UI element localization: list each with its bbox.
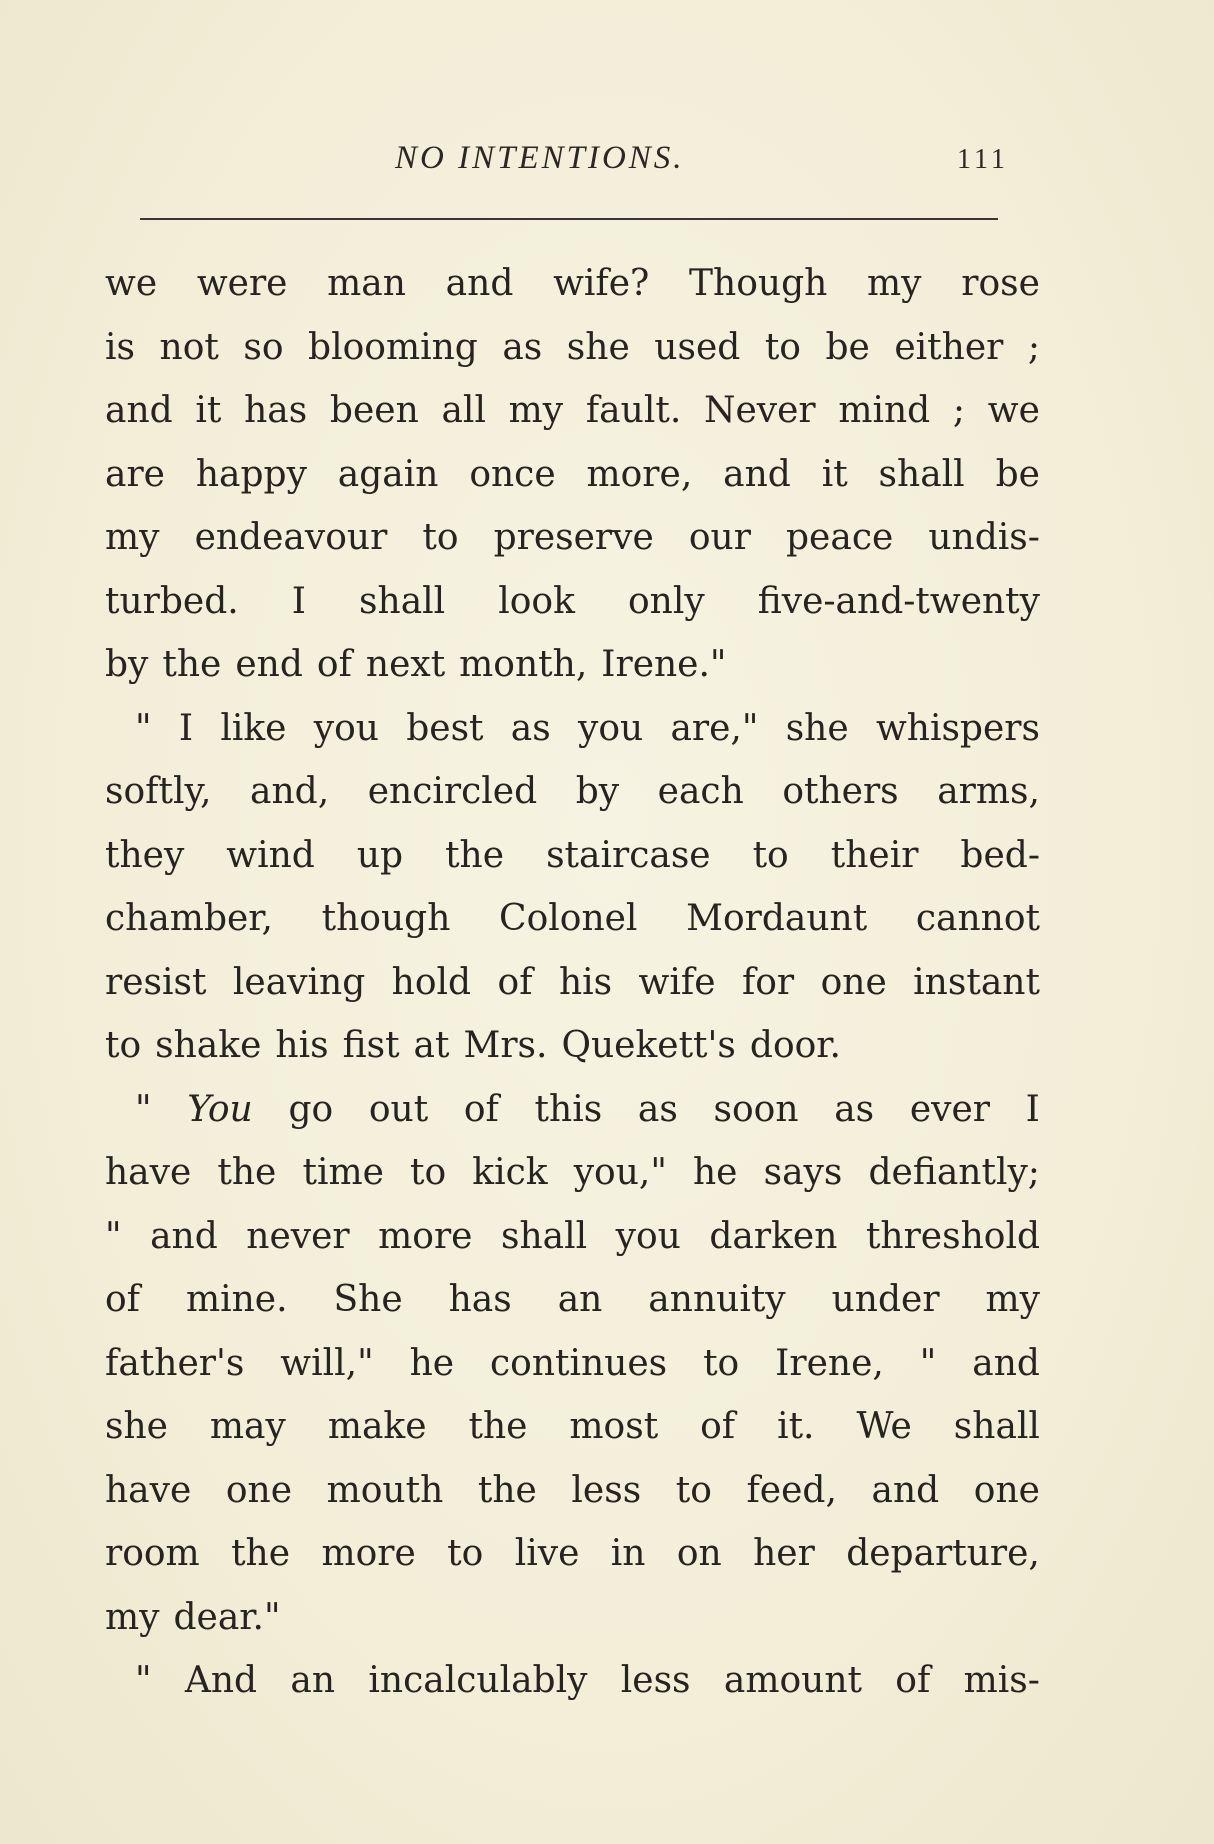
word: only <box>627 580 705 622</box>
word: soon <box>713 1088 799 1130</box>
word: Colonel <box>499 898 638 939</box>
word: kick <box>472 1152 548 1193</box>
word: We <box>856 1406 912 1447</box>
word: used <box>654 326 741 368</box>
word: by <box>105 644 149 685</box>
word: of <box>316 644 352 685</box>
word: leaving <box>232 961 366 1003</box>
word: never <box>246 1215 350 1257</box>
word: ; <box>952 390 966 431</box>
word: mouth <box>326 1469 444 1511</box>
word: he <box>693 1152 738 1193</box>
word: to <box>752 834 789 876</box>
text-line <box>105 760 1040 824</box>
text-line <box>105 697 1040 761</box>
word: incalculably <box>368 1660 588 1701</box>
word: she <box>105 1406 168 1447</box>
word: to <box>105 1025 142 1066</box>
word: room <box>105 1533 200 1574</box>
word: I <box>178 707 194 749</box>
word: of <box>497 961 533 1003</box>
word: She <box>333 1279 403 1320</box>
running-head <box>0 140 1214 190</box>
text-line <box>105 1332 1040 1396</box>
word: my <box>105 1596 160 1638</box>
word: threshold <box>865 1215 1040 1257</box>
word: ; <box>1027 326 1040 368</box>
text-line <box>105 1459 1040 1523</box>
word: man <box>327 263 406 304</box>
text-line <box>105 1078 1040 1142</box>
word: happy <box>195 453 307 495</box>
word: will," <box>280 1342 374 1384</box>
word: in <box>610 1533 646 1574</box>
word: I <box>291 580 306 622</box>
word: time <box>302 1152 384 1193</box>
word: Though <box>689 263 828 304</box>
word: most <box>569 1406 659 1447</box>
word: more, <box>586 453 693 495</box>
word: they <box>105 834 185 876</box>
word: amount <box>723 1660 862 1701</box>
word: Mrs. <box>463 1025 548 1066</box>
word: this <box>534 1088 603 1130</box>
word: has <box>244 390 308 431</box>
word: to <box>447 1533 484 1574</box>
word: shall <box>878 453 965 495</box>
text-line <box>105 951 1040 1015</box>
body-text <box>105 252 1040 1713</box>
word: best <box>406 707 484 749</box>
word: you <box>615 1215 681 1257</box>
word: wife? <box>553 263 650 304</box>
word: to <box>675 1469 712 1511</box>
word: once <box>469 453 556 495</box>
word: it. <box>777 1406 815 1447</box>
word: mis- <box>963 1660 1040 1701</box>
text-line <box>105 1649 1040 1713</box>
word: as <box>502 326 543 368</box>
word: shall <box>501 1215 588 1257</box>
word: more <box>378 1215 473 1257</box>
word: departure, <box>846 1533 1040 1574</box>
word: to <box>764 326 801 368</box>
word: mind <box>838 390 931 431</box>
word: have <box>105 1152 192 1193</box>
word: Never <box>703 390 816 431</box>
word: Mordaunt <box>686 898 868 939</box>
word: one <box>225 1469 293 1511</box>
word: up <box>356 834 404 876</box>
word: Irene." <box>601 644 727 685</box>
word: Quekett's <box>561 1025 736 1066</box>
word: on <box>676 1533 722 1574</box>
word: by <box>575 771 620 812</box>
word: are," <box>670 707 759 749</box>
word: our <box>688 517 751 558</box>
word: my <box>867 263 922 304</box>
word: for <box>741 961 795 1003</box>
word: it <box>821 453 848 495</box>
word: Irene, <box>775 1342 884 1384</box>
word: peace <box>786 517 894 558</box>
word: look <box>498 580 575 622</box>
text-line <box>105 1205 1040 1269</box>
word: shake <box>155 1025 262 1066</box>
text-line <box>105 1395 1040 1459</box>
word: she <box>566 326 630 368</box>
word: and <box>723 453 791 495</box>
word: the <box>231 1533 291 1574</box>
text-line <box>105 252 1040 316</box>
word: and <box>972 1342 1040 1384</box>
word: the <box>445 834 505 876</box>
word: door. <box>749 1025 841 1066</box>
word: like <box>220 707 287 749</box>
word: all <box>441 390 486 431</box>
word: instant <box>913 961 1040 1003</box>
word: you <box>313 707 379 749</box>
word: it <box>195 390 222 431</box>
word: says <box>763 1152 843 1193</box>
word: less <box>571 1469 642 1511</box>
word: and <box>150 1215 218 1257</box>
word: though <box>321 898 451 939</box>
text-line <box>105 506 1040 570</box>
word: were <box>196 263 288 304</box>
word: his <box>275 1025 329 1066</box>
word: chamber, <box>105 898 273 939</box>
word: he <box>409 1342 455 1384</box>
word: " <box>135 707 152 749</box>
text-line <box>105 570 1040 634</box>
word: of <box>700 1406 736 1447</box>
word: you," <box>573 1152 667 1193</box>
text-line <box>105 633 1040 697</box>
word: been <box>329 390 419 431</box>
word: to <box>422 517 459 558</box>
word: an <box>557 1279 603 1320</box>
word: encircled <box>367 771 538 812</box>
text-line <box>105 1141 1040 1205</box>
word: month, <box>459 644 588 685</box>
word: feed, <box>746 1469 837 1511</box>
text-line <box>105 1522 1040 1586</box>
word: defiantly; <box>868 1152 1040 1193</box>
word: his <box>558 961 613 1003</box>
word: their <box>830 834 919 876</box>
word: her <box>753 1533 815 1574</box>
word: shall <box>359 580 446 622</box>
word: one <box>973 1469 1040 1511</box>
word: " <box>135 1088 152 1130</box>
text-line <box>105 824 1040 888</box>
word: the <box>468 1406 528 1447</box>
word: go <box>288 1088 334 1130</box>
word: may <box>209 1406 286 1447</box>
word: And <box>184 1660 258 1701</box>
word: have <box>105 1469 192 1511</box>
text-line <box>105 1014 1040 1078</box>
text-line <box>105 1268 1040 1332</box>
word: fault. <box>585 390 682 431</box>
word: of <box>895 1660 931 1701</box>
word: darken <box>709 1215 838 1257</box>
word: has <box>448 1279 512 1320</box>
header-rule <box>140 218 998 220</box>
word: preserve <box>493 517 654 558</box>
word: bed- <box>960 834 1040 876</box>
word: to <box>410 1152 447 1193</box>
text-line <box>105 1586 1040 1650</box>
text-line <box>105 887 1040 951</box>
text-line <box>105 316 1040 380</box>
word: wife <box>638 961 716 1003</box>
word: we <box>987 390 1040 431</box>
word: not <box>159 326 219 368</box>
word: of <box>463 1088 499 1130</box>
word: are <box>105 453 165 495</box>
word: we <box>105 263 158 304</box>
word: out <box>368 1088 429 1130</box>
word: end <box>235 644 303 685</box>
word: be <box>995 453 1040 495</box>
word: my <box>985 1279 1040 1320</box>
word: continues <box>490 1342 668 1384</box>
word: softly, <box>105 771 212 812</box>
word: shall <box>953 1406 1040 1447</box>
word: fist <box>342 1025 400 1066</box>
word: one <box>820 961 887 1003</box>
word: others <box>782 771 899 812</box>
word: mine. <box>185 1279 288 1320</box>
word: more <box>321 1533 416 1574</box>
word: and <box>105 390 173 431</box>
word: I <box>1025 1088 1040 1130</box>
word: blooming <box>308 326 478 368</box>
word: either <box>894 326 1004 368</box>
word: at <box>413 1025 450 1066</box>
word: wind <box>226 834 315 876</box>
word: turbed. <box>105 580 239 622</box>
word: each <box>657 771 744 812</box>
page-number: 111 <box>957 144 1009 175</box>
word: and <box>445 263 514 304</box>
word: you <box>577 707 644 749</box>
word: is <box>105 326 135 368</box>
word: she <box>785 707 849 749</box>
word: arms, <box>937 771 1040 812</box>
word: next <box>365 644 446 685</box>
word: live <box>514 1533 580 1574</box>
word: my <box>508 390 564 431</box>
word: the <box>217 1152 277 1193</box>
word: to <box>703 1342 740 1384</box>
word: annuity <box>648 1279 786 1320</box>
word: the <box>477 1469 537 1511</box>
word: " <box>919 1342 937 1384</box>
word: " <box>105 1215 122 1257</box>
word: hold <box>391 961 472 1003</box>
word: make <box>327 1406 427 1447</box>
word: so <box>243 326 284 368</box>
text-line <box>105 379 1040 443</box>
word: ever <box>909 1088 990 1130</box>
word: whispers <box>875 707 1040 749</box>
word: and <box>871 1469 940 1511</box>
word: five-and-twenty <box>757 580 1040 622</box>
word: again <box>337 453 439 495</box>
word: of <box>105 1279 140 1320</box>
word: and, <box>250 771 330 812</box>
text-line <box>105 443 1040 507</box>
word: my <box>105 517 160 558</box>
word: father's <box>105 1342 245 1384</box>
word: cannot <box>915 898 1040 939</box>
word: staircase <box>546 834 711 876</box>
word: less <box>620 1660 691 1701</box>
word: You <box>187 1088 253 1130</box>
word: an <box>290 1660 336 1701</box>
running-title: NO INTENTIONS. <box>395 140 685 176</box>
word: under <box>831 1279 940 1320</box>
word: dear." <box>173 1596 281 1638</box>
word: undis- <box>928 517 1040 558</box>
word: be <box>825 326 870 368</box>
word: rose <box>961 263 1040 304</box>
word: endeavour <box>194 517 388 558</box>
word: as <box>510 707 551 749</box>
word: as <box>834 1088 875 1130</box>
word: resist <box>105 961 207 1003</box>
word: " <box>135 1660 152 1701</box>
word: as <box>637 1088 678 1130</box>
word: the <box>162 644 222 685</box>
